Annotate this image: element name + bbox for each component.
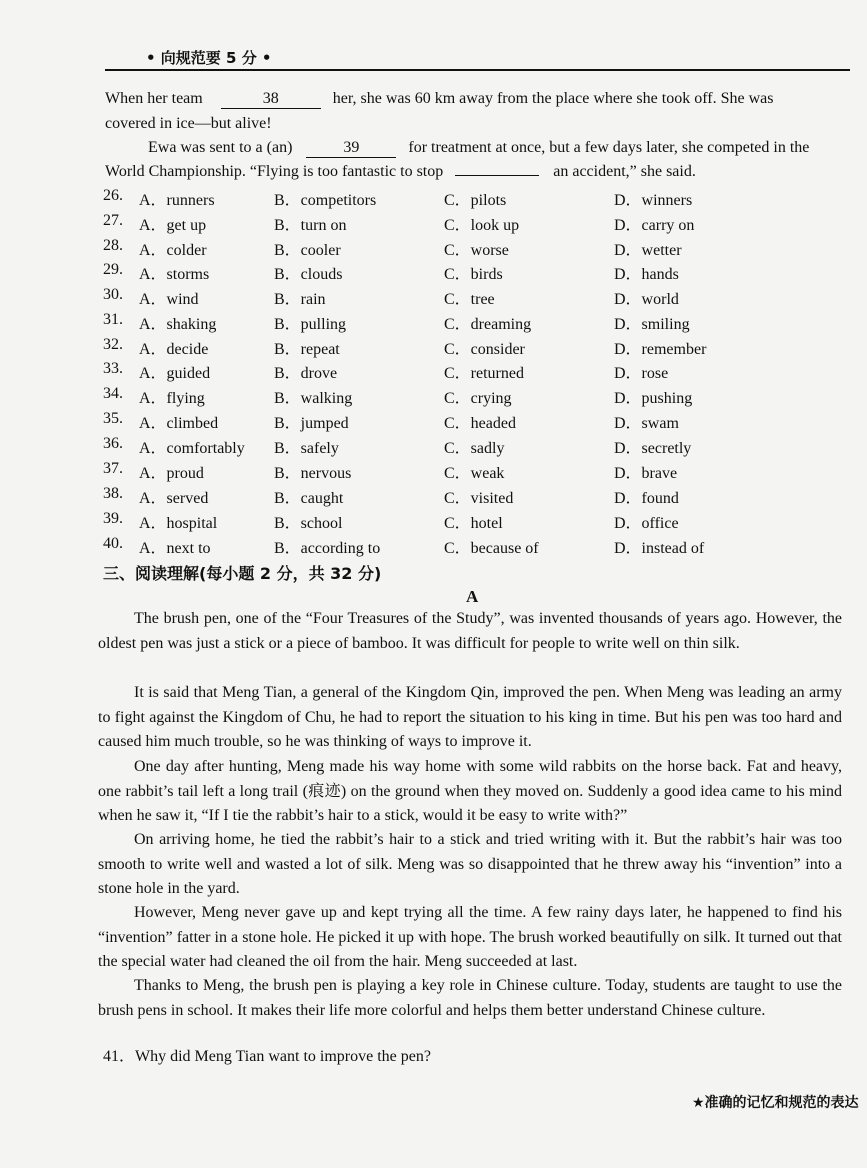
option-d[interactable]: D．carry on	[614, 217, 695, 234]
option-c[interactable]: C．hotel	[444, 515, 503, 532]
option-d[interactable]: D．secretly	[614, 440, 692, 457]
footer-slogan: ★准确的记忆和规范的表达	[692, 1095, 859, 1111]
option-a[interactable]: A．hospital	[139, 515, 218, 532]
option-a[interactable]: A．decide	[139, 341, 209, 358]
passage-paragraph: It is said that Meng Tian, a general of the Kingdom Qin, improved the pen. When Meng was leading an army to fight against the Kingdom of Chu, he had to report the situation to his king in time. But his pen was too hard and caused him much trouble, so he was thinking of ways to improve it.	[98, 684, 842, 750]
story-text: an accident,” she said.	[553, 163, 696, 180]
option-c[interactable]: C．returned	[444, 365, 524, 382]
story-text: her, she was 60 km away from the place where she took off. She was	[332, 90, 774, 107]
option-d[interactable]: D．found	[614, 490, 679, 507]
option-a[interactable]: A．next to	[139, 540, 211, 557]
option-c[interactable]: C．sadly	[444, 440, 505, 457]
story-text: for treatment at once, but a few days later, she competed in the	[408, 139, 810, 156]
option-c[interactable]: C．tree	[444, 291, 495, 308]
option-a[interactable]: A．wind	[139, 291, 199, 308]
section-heading: 三、阅读理解(每小题 2 分，共 32 分)	[103, 564, 382, 583]
option-c[interactable]: C．visited	[444, 490, 514, 507]
option-d[interactable]: D．wetter	[614, 242, 682, 259]
option-c[interactable]: C．worse	[444, 242, 509, 259]
story-text: Ewa was sent to a (an)	[148, 139, 293, 156]
option-a[interactable]: A．runners	[139, 192, 215, 209]
option-b[interactable]: B．competitors	[274, 192, 377, 209]
option-num: 31.	[103, 311, 123, 328]
option-d[interactable]: D．office	[614, 515, 679, 532]
option-b[interactable]: B．caught	[274, 490, 344, 507]
option-d[interactable]: D．pushing	[614, 390, 693, 407]
option-d[interactable]: D．rose	[614, 365, 669, 382]
option-b[interactable]: B．according to	[274, 540, 381, 557]
option-a[interactable]: A．flying	[139, 390, 205, 407]
story-text: When her team	[105, 90, 203, 107]
option-b[interactable]: B．cooler	[274, 242, 341, 259]
option-num: 40.	[103, 535, 123, 552]
option-c[interactable]: C．pilots	[444, 192, 507, 209]
option-c[interactable]: C．headed	[444, 415, 516, 432]
option-d[interactable]: D．world	[614, 291, 679, 308]
answer-blank-39[interactable]: 39	[306, 139, 396, 158]
option-num: 27.	[103, 212, 123, 229]
option-b[interactable]: B．turn on	[274, 217, 347, 234]
answer-blank-38[interactable]: 38	[221, 90, 321, 109]
passage-paragraph: The brush pen, one of the “Four Treasures of the Study”, was invented thousands of years ago. However, the oldest pen was just a stick or a piece of bamboo. It was difficult for people to write well on thin silk.	[98, 610, 842, 652]
question-41: 41．Why did Meng Tian want to improve the pen?	[103, 1048, 431, 1065]
option-b[interactable]: B．walking	[274, 390, 353, 407]
passage-paragraph: However, Meng never gave up and kept trying all the time. A few rainy days later, he happened to find his “invention” fatter in a stone hole. He picked it up with hope. The brush worked beautifully on silk. It turned out that the special water had cleaned the oil from the hair. Meng succeeded at last.	[98, 904, 842, 970]
option-b[interactable]: B．safely	[274, 440, 339, 457]
option-num: 35.	[103, 410, 123, 427]
option-c[interactable]: C．crying	[444, 390, 512, 407]
header-tag: • 向规范要 5 分 •	[146, 49, 272, 67]
answer-blank-40[interactable]	[455, 175, 539, 176]
option-c[interactable]: C．birds	[444, 266, 503, 283]
option-num: 34.	[103, 385, 123, 402]
option-b[interactable]: B．nervous	[274, 465, 352, 482]
option-num: 26.	[103, 187, 123, 204]
option-d[interactable]: D．swam	[614, 415, 679, 432]
option-d[interactable]: D．remember	[614, 341, 707, 358]
option-c[interactable]: C．because of	[444, 540, 539, 557]
option-a[interactable]: A．shaking	[139, 316, 217, 333]
story-line-3	[148, 135, 809, 160]
passage-label: A	[466, 587, 479, 606]
option-a[interactable]: A．storms	[139, 266, 210, 283]
option-d[interactable]: D．hands	[614, 266, 679, 283]
option-c[interactable]: C．look up	[444, 217, 520, 234]
option-a[interactable]: A．proud	[139, 465, 204, 482]
option-c[interactable]: C．weak	[444, 465, 505, 482]
option-b[interactable]: B．pulling	[274, 316, 347, 333]
option-b[interactable]: B．clouds	[274, 266, 343, 283]
option-d[interactable]: D．smiling	[614, 316, 690, 333]
option-a[interactable]: A．get up	[139, 217, 207, 234]
option-num: 28.	[103, 237, 123, 254]
option-num: 36.	[103, 435, 123, 452]
story-line-4	[105, 159, 696, 184]
header-rule	[105, 69, 850, 71]
option-a[interactable]: A．guided	[139, 365, 211, 382]
option-num: 29.	[103, 261, 123, 278]
option-num: 32.	[103, 336, 123, 353]
option-c[interactable]: C．dreaming	[444, 316, 532, 333]
option-b[interactable]: B．rain	[274, 291, 326, 308]
option-b[interactable]: B．jumped	[274, 415, 349, 432]
option-d[interactable]: D．winners	[614, 192, 693, 209]
option-a[interactable]: A．colder	[139, 242, 207, 259]
option-num: 33.	[103, 360, 123, 377]
option-a[interactable]: A．served	[139, 490, 209, 507]
option-d[interactable]: D．instead of	[614, 540, 705, 557]
option-b[interactable]: B．school	[274, 515, 343, 532]
option-a[interactable]: A．comfortably	[139, 440, 245, 457]
story-text: World Championship. “Flying is too fantastic to stop	[105, 163, 444, 180]
story-line-2: covered in ice—but alive!	[105, 115, 272, 132]
option-num: 38.	[103, 485, 123, 502]
option-b[interactable]: B．drove	[274, 365, 338, 382]
passage-paragraph: On arriving home, he tied the rabbit’s hair to a stick and tried writing with it. But the rabbit’s hair was too smooth to write well and wasted a lot of silk. Meng was so disappointed that he threw away his “invention” into a stone hole in the yard.	[98, 831, 842, 897]
option-b[interactable]: B．repeat	[274, 341, 340, 358]
story-line-1	[105, 86, 773, 111]
option-d[interactable]: D．brave	[614, 465, 678, 482]
option-num: 30.	[103, 286, 123, 303]
option-a[interactable]: A．climbed	[139, 415, 219, 432]
option-num: 37.	[103, 460, 123, 477]
passage-paragraph: One day after hunting, Meng made his way home with some wild rabbits on the horse back. Fat and heavy, one rabbit’s tail left a long trail (痕迹) on the ground when they moved on. Suddenly a good idea came to his mind when he saw it, “If I tie the rabbit’s hair to a stick, would it be easy to write with?”	[98, 758, 842, 824]
option-c[interactable]: C．consider	[444, 341, 525, 358]
option-num: 39.	[103, 510, 123, 527]
passage-paragraph: Thanks to Meng, the brush pen is playing a key role in Chinese culture. Today, students are taught to use the brush pens in school. It makes their life more colorful and helps them better understand Chinese culture.	[98, 977, 842, 1019]
